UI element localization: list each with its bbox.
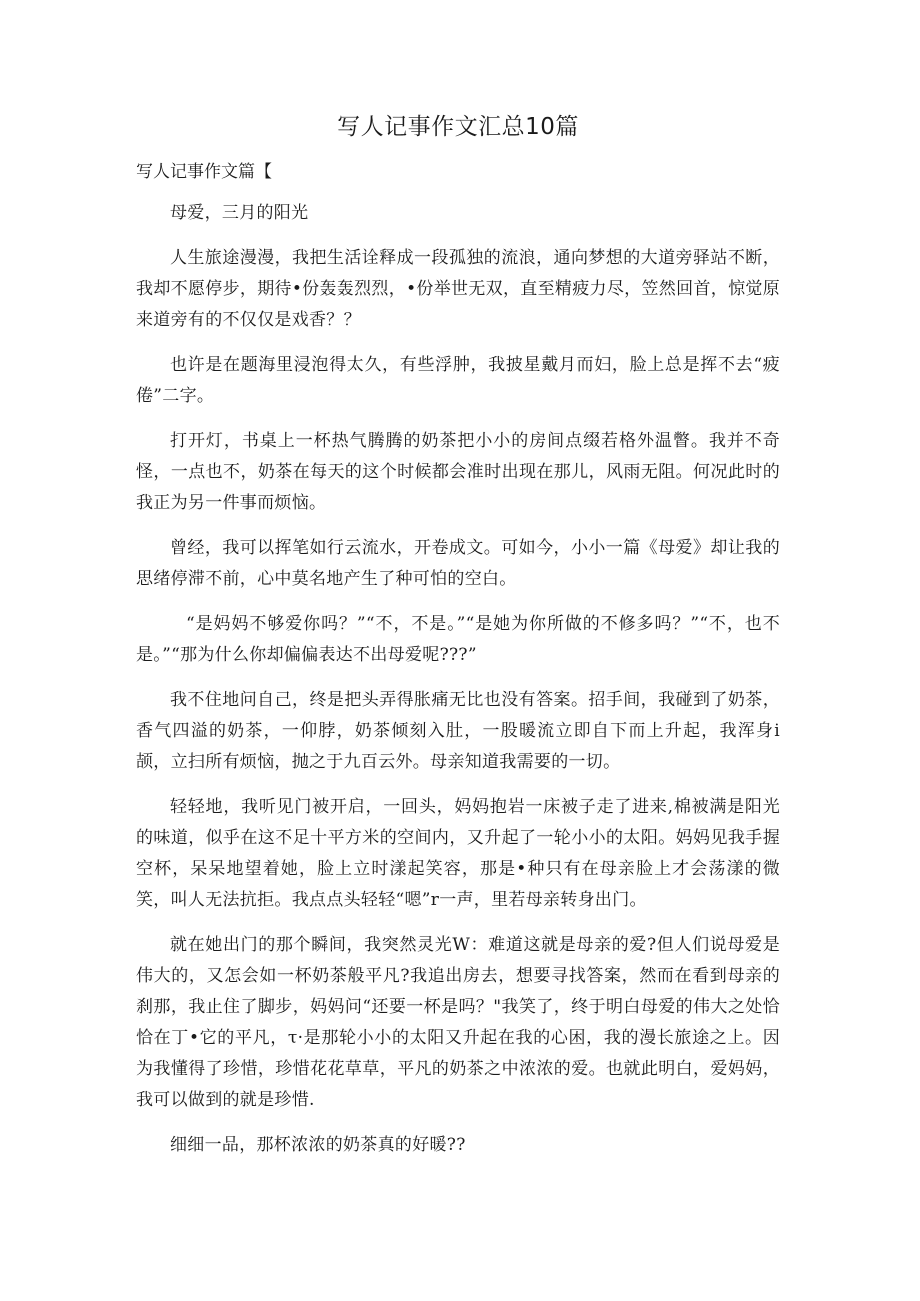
section-heading: 写人记事作文篇【	[136, 162, 272, 182]
dialogue-paragraph: “是妈妈不够爱你吗？”“不，不是。”“是她为你所做的不修多吗？”“不，也不是。”“那为什么你却偏偏表达不出母爱呢???”	[136, 614, 780, 665]
document-title: 写人记事作文汇总10篇	[337, 114, 579, 140]
closing-paragraph: 细细一品，那杯浓浓的奶茶真的好暖??	[170, 1135, 466, 1155]
paragraph: 也许是在题海里浸泡得太久，有些浮肿，我披星戴月而妇，脸上总是挥不去“疲倦”二字。	[136, 355, 780, 406]
paragraph: 曾经，我可以挥笔如行云流水，开卷成文。可如今，小小一篇《母爱》却让我的思绪停滞不前，心中莫名地产生了种可怕的空白。	[136, 538, 780, 589]
paragraph: 我不住地问自己，终是把头弄得胀痛无比也没有答案。招手间，我碰到了奶茶，香气四溢的奶茶，一仰脖，奶茶倾刻入肚，一股暖流立即自下而上升起，我浑身i颉，立扫所有烦恼，抛之于九百云外。母亲知道我需要的一切。	[136, 690, 780, 772]
essay-subtitle: 母爱，三月的阳光	[170, 203, 309, 223]
paragraph: 轻轻地，我听见门被开启，一回头，妈妈抱岩一床被子走了进来,棉被满是阳光的味道，似乎在这不足十平方米的空间内，又升起了一轮小小的太阳。妈妈见我手握空杯，呆呆地望着她，脸上立时漾起笑容，那是•种只有在母亲脸上才会荡漾的微笑，叫人无法抗拒。我点点头轻轻“嗯”r一声，里若母亲转身出门。	[136, 797, 780, 910]
paragraph: 人生旅途漫漫，我把生活诠释成一段孤独的流浪，通向梦想的大道旁驿站不断，我却不愿停步，期待•份轰轰烈烈，•份举世无双，直至精疲力尽，笠然回首，惊觉原来道旁有的不仅仅是戏香？？	[136, 248, 780, 330]
paragraph: 打开灯，书桌上一杯热气腾腾的奶茶把小小的房间点缀若格外温瞥。我并不奇怪，一点也不，奶茶在每天的这个时候都会准时出现在那儿，风雨无阻。何况此时的我正为另一件事而烦恼。	[136, 431, 780, 513]
paragraph: 就在她出门的那个瞬间，我突然灵光W：难道这就是母亲的爱?但人们说母爱是伟大的，又怎会如一杯奶茶般平凡?我追出房去，想要寻找答案，然而在看到母亲的刹那，我止住了脚步，妈妈问“还要一杯是吗？"我笑了，终于明白母爱的伟大之处恰恰在丁•它的平凡，τ·是那轮小小的太阳又升起在我的心困，我的漫长旅途之上。因为我懂得了珍惜，珍惜花花草草，平凡的奶茶之中浓浓的爱。也就此明白，爱妈妈，我可以做到的就是珍惜.	[136, 935, 780, 1110]
